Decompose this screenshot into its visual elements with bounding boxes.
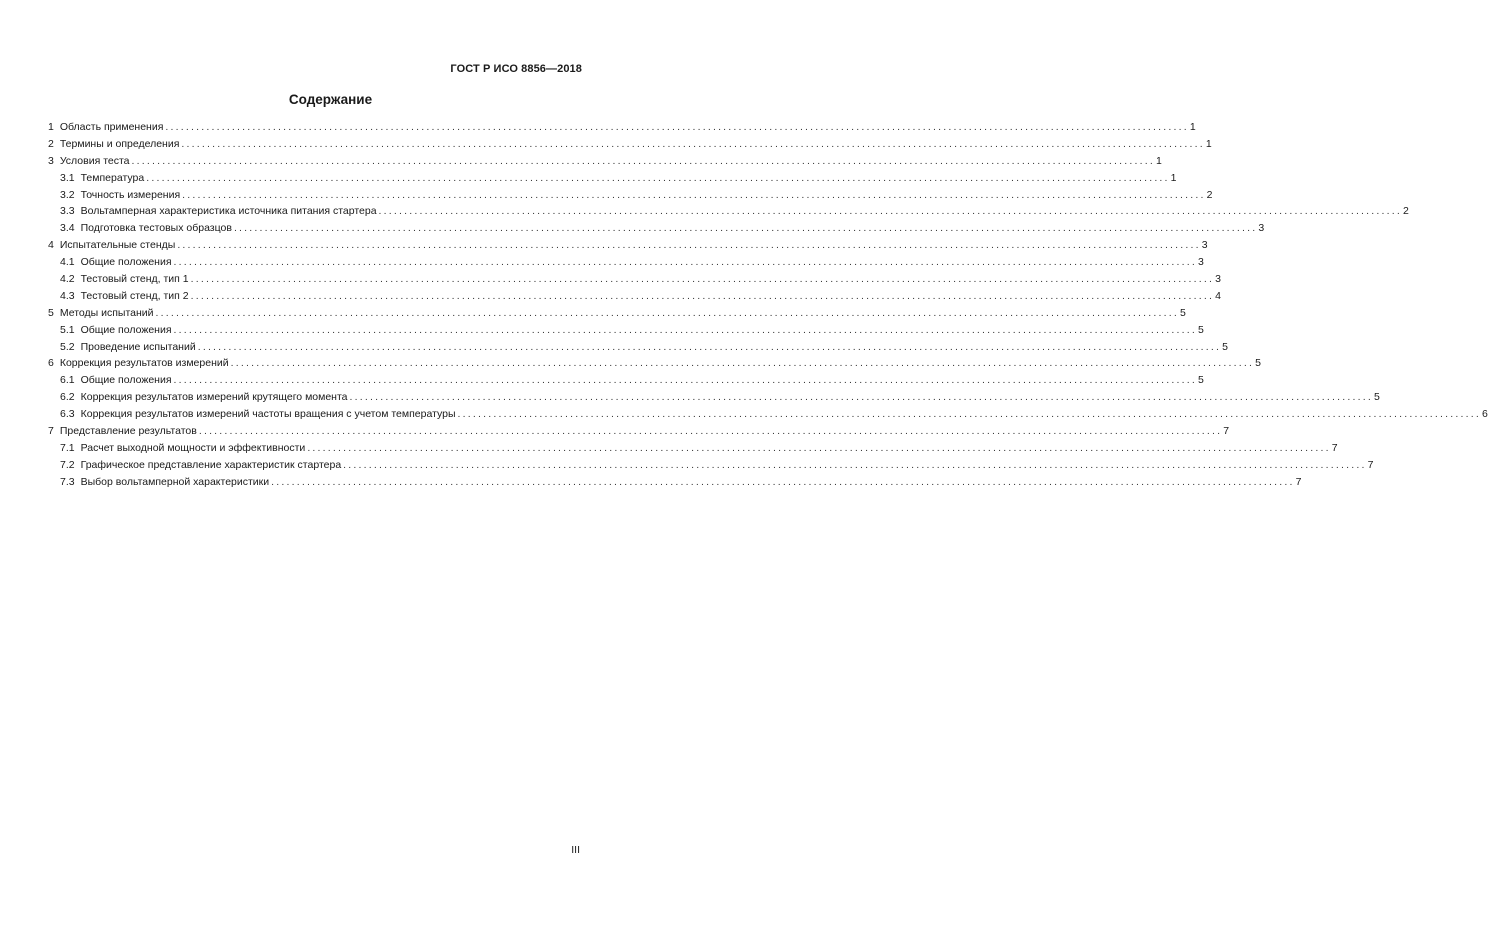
toc-entry-number: 5.1	[60, 323, 75, 336]
toc-entry-title: Условия теста	[59, 154, 130, 167]
toc-entry-page: 1	[1170, 171, 1177, 184]
toc-entry-title: Подготовка тестовых образцов	[80, 222, 232, 235]
toc-entry[interactable]	[48, 220, 1265, 237]
toc-entry-title: Коррекция результатов измерений крутящего момента	[80, 391, 348, 404]
toc-leader-dots: ........................................................................................................................................................................................................	[173, 374, 1197, 387]
toc-entry-title: Термины и определения	[59, 137, 180, 150]
toc-entry-page: 6	[1481, 408, 1488, 421]
toc-entry-page: 5	[1179, 306, 1186, 319]
toc-entry-page: 3	[1258, 222, 1265, 235]
toc-entry-number: 5	[48, 306, 54, 319]
toc-entry-page: 1	[1155, 154, 1162, 167]
toc-entry-title: Температура	[80, 171, 145, 184]
toc-leader-dots: ........................................................................................................................................................................................................	[131, 154, 1155, 167]
toc-entry-title: Проведение испытаний	[80, 340, 196, 353]
toc-entry-title: Коррекция результатов измерений частоты вращения с учетом температуры	[80, 408, 456, 421]
toc-entry-page: 7	[1295, 475, 1302, 488]
toc-entry-title: Графическое представление характеристик стартера	[80, 458, 342, 471]
toc-entry[interactable]	[48, 136, 1212, 153]
toc-entry-number: 4	[48, 239, 54, 252]
toc-entry[interactable]	[48, 474, 1302, 491]
toc-entry-number: 3.2	[60, 188, 75, 201]
toc-entry-number: 6.3	[60, 408, 75, 421]
toc-entry-number: 7.2	[60, 458, 75, 471]
toc-entry-title: Вольтамперная характеристика источника питания стартера	[80, 205, 377, 218]
toc-entry[interactable]	[48, 288, 1221, 305]
toc-entry[interactable]	[48, 119, 1196, 136]
toc-leader-dots: ........................................................................................................................................................................................................	[230, 357, 1255, 370]
toc-entry-page: 7	[1331, 441, 1338, 454]
toc-leader-dots: ........................................................................................................................................................................................................	[190, 273, 1215, 286]
toc-entry-title: Общие положения	[80, 323, 172, 336]
toc-entry[interactable]	[48, 187, 1213, 204]
toc-leader-dots: ........................................................................................................................................................................................................	[378, 205, 1402, 218]
table-of-contents	[48, 119, 1488, 491]
toc-entry-number: 4.3	[60, 289, 75, 302]
toc-entry-page: 3	[1215, 273, 1221, 286]
toc-entry-number: 7.3	[60, 475, 75, 488]
toc-entry-page: 5	[1222, 340, 1228, 353]
toc-entry-number: 5.2	[60, 340, 75, 353]
toc-entry-number: 6.1	[60, 374, 75, 387]
toc-entry-title: Методы испытаний	[59, 306, 154, 319]
toc-leader-dots: ........................................................................................................................................................................................................	[155, 306, 1179, 319]
toc-entry-page: 3	[1201, 239, 1208, 252]
toc-leader-dots: ........................................................................................................................................................................................................	[173, 256, 1197, 269]
toc-entry[interactable]	[48, 170, 1177, 187]
toc-entry-page: 1	[1189, 121, 1196, 133]
toc-leader-dots: ........................................................................................................................................................................................................	[271, 475, 1295, 488]
toc-entry[interactable]	[48, 423, 1230, 440]
toc-entry-number: 3.4	[60, 222, 75, 235]
toc-entry-title: Представление результатов	[59, 425, 197, 438]
toc-leader-dots: ........................................................................................................................................................................................................	[307, 441, 1331, 454]
toc-entry-number: 3.3	[60, 205, 75, 218]
toc-leader-dots: ........................................................................................................................................................................................................	[233, 222, 1258, 235]
toc-leader-dots: ........................................................................................................................................................................................................	[190, 289, 1215, 302]
toc-entry-title: Область применения	[59, 121, 164, 133]
toc-entry-page: 1	[1205, 137, 1212, 150]
toc-leader-dots: ........................................................................................................................................................................................................	[343, 458, 1367, 471]
toc-entry-number: 7.1	[60, 441, 75, 454]
toc-leader-dots: ........................................................................................................................................................................................................	[197, 340, 1222, 353]
toc-entry[interactable]	[48, 355, 1261, 372]
toc-entry-number: 1	[48, 121, 54, 133]
toc-entry-number: 4.2	[60, 273, 75, 286]
toc-leader-dots: ........................................................................................................................................................................................................	[349, 391, 1373, 404]
toc-leader-dots: ........................................................................................................................................................................................................	[177, 239, 1201, 252]
page-number: III	[571, 844, 580, 856]
toc-leader-dots: ........................................................................................................................................................................................................	[198, 425, 1223, 438]
toc-entry-number: 3.1	[60, 171, 75, 184]
toc-entry[interactable]	[48, 457, 1374, 474]
toc-entry-page: 5	[1255, 357, 1261, 370]
toc-entry[interactable]	[48, 339, 1228, 356]
toc-leader-dots: ........................................................................................................................................................................................................	[457, 408, 1481, 421]
toc-entry-title: Точность измерения	[80, 188, 181, 201]
toc-entry-number: 3	[48, 154, 54, 167]
toc-entry-number: 6.2	[60, 391, 75, 404]
toc-leader-dots: ........................................................................................................................................................................................................	[173, 323, 1197, 336]
toc-entry-title: Выбор вольтамперной характеристики	[80, 475, 270, 488]
toc-entry-page: 5	[1197, 323, 1204, 336]
toc-leader-dots: ........................................................................................................................................................................................................	[182, 188, 1206, 201]
toc-entry-title: Испытательные стенды	[59, 239, 176, 252]
toc-entry-number: 2	[48, 137, 54, 150]
toc-entry-page: 3	[1197, 256, 1204, 269]
toc-entry-page: 2	[1403, 205, 1409, 218]
toc-entry-title: Общие положения	[80, 374, 172, 387]
toc-leader-dots: ........................................................................................................................................................................................................	[181, 137, 1205, 150]
toc-entry[interactable]	[48, 254, 1204, 271]
toc-entry[interactable]	[48, 406, 1488, 423]
toc-entry[interactable]	[48, 237, 1208, 254]
toc-entry-page: 5	[1373, 391, 1380, 404]
toc-entry-title: Тестовый стенд, тип 2	[80, 289, 189, 302]
page-title: Содержание	[288, 92, 373, 107]
document-header: ГОСТ Р ИСО 8856—2018	[450, 63, 582, 75]
toc-entry-title: Коррекция результатов измерений	[59, 357, 229, 370]
toc-entry-page: 4	[1215, 289, 1221, 302]
toc-entry-title: Тестовый стенд, тип 1	[80, 273, 189, 286]
toc-entry-number: 4.1	[60, 256, 75, 269]
toc-entry-title: Общие положения	[80, 256, 172, 269]
toc-entry[interactable]	[48, 372, 1204, 389]
toc-entry-number: 6	[48, 357, 54, 370]
toc-entry[interactable]	[48, 322, 1204, 339]
toc-entry[interactable]	[48, 203, 1409, 220]
toc-entry[interactable]	[48, 153, 1162, 170]
toc-entry-page: 2	[1206, 188, 1213, 201]
toc-entry[interactable]	[48, 305, 1186, 322]
toc-entry[interactable]	[48, 389, 1380, 406]
toc-entry[interactable]	[48, 440, 1338, 457]
toc-entry-page: 5	[1197, 374, 1204, 387]
toc-entry-page: 7	[1223, 425, 1230, 438]
toc-leader-dots: ........................................................................................................................................................................................................	[146, 171, 1170, 184]
toc-entry-number: 7	[48, 425, 54, 438]
toc-entry-title: Расчет выходной мощности и эффективности	[80, 441, 306, 454]
toc-leader-dots: ........................................................................................................................................................................................................	[165, 121, 1189, 133]
toc-entry-page: 7	[1367, 458, 1374, 471]
toc-entry[interactable]	[48, 271, 1221, 288]
